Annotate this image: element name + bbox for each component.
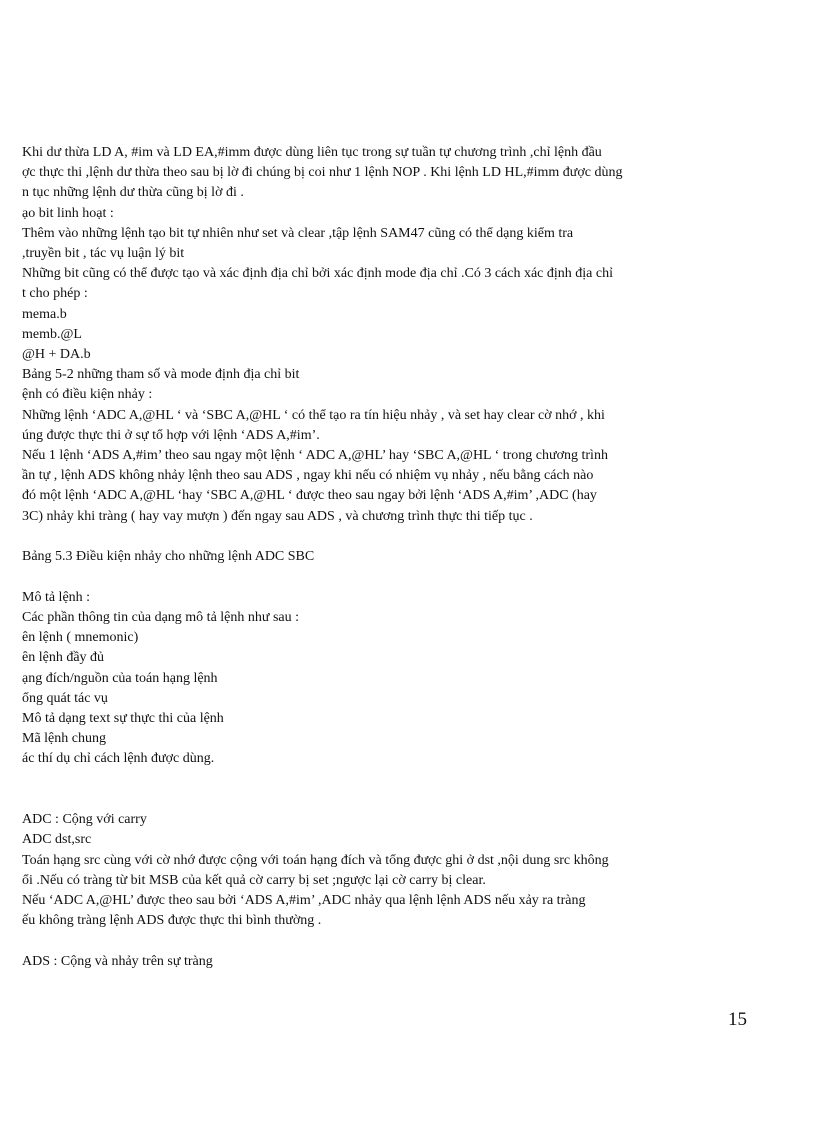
text-line: n tục những lệnh dư thừa cũng bị lờ đi . [22, 185, 244, 200]
text-line: Mã lệnh chung [22, 731, 106, 746]
text-line: úng được thực thi ở sự tổ hợp với lệnh ‘ADS A,#im’. [22, 428, 320, 443]
text-line: ổi .Nếu có tràng từ bit MSB của kết quả cờ carry bị set ;ngược lại cờ carry bị clear. [22, 873, 486, 888]
text-line: Mô tả lệnh : [22, 590, 91, 605]
table-caption: Bảng 5.3 Điều kiện nhảy cho những lệnh ADC SBC [22, 549, 315, 564]
text-line: ,truyền bit , tác vụ luận lý bit [22, 246, 185, 261]
text-line: đó một lệnh ‘ADC A,@HL ‘hay ‘SBC A,@HL ‘ được theo sau ngay bởi lệnh ‘ADS A,#im’ ,ADC (hay [22, 488, 597, 503]
text-line: ạo bit linh hoạt : [22, 206, 114, 221]
text-line: Các phần thông tin của dạng mô tả lệnh như sau : [22, 610, 300, 625]
text-line: t cho phép : [22, 286, 88, 301]
text-line: ệnh có điều kiện nhảy : [22, 387, 153, 402]
text-line: ADS : Cộng và nhảy trên sự tràng [22, 954, 213, 969]
text-line: Thêm vào những lệnh tạo bit tự nhiên như set và clear ,tập lệnh SAM47 cũng có thể dạng kiểm tra [22, 226, 574, 241]
text-line: ADC dst,src [22, 832, 92, 847]
text-line: 3C) nhảy khi tràng ( hay vay mượn ) đến ngay sau ADS , và chương trình thực thi tiếp tục . [22, 509, 533, 524]
text-line: memb.@L [22, 327, 82, 342]
text-line: ạng đích/nguồn của toán hạng lệnh [22, 671, 218, 686]
text-line: Bảng 5-2 những tham số và mode định địa chỉ bit [22, 367, 300, 382]
text-line: ADC : Cộng với carry [22, 812, 147, 827]
text-line: ên lệnh ( mnemonic) [22, 630, 139, 645]
page-number: 15 [728, 1009, 747, 1030]
text-line: mema.b [22, 307, 67, 322]
text-line: ếu không tràng lệnh ADS được thực thi bình thường . [22, 913, 322, 928]
text-line: @H + DA.b [22, 347, 91, 362]
text-line: ổng quát tác vụ [22, 691, 108, 706]
text-line: ên lệnh đầy đủ [22, 650, 105, 665]
text-line: Mô tả dạng text sự thực thi của lệnh [22, 711, 224, 726]
text-line: Nếu 1 lệnh ‘ADS A,#im’ theo sau ngay một lệnh ‘ ADC A,@HL’ hay ‘SBC A,@HL ‘ trong chương trình [22, 448, 608, 463]
text-line: Nếu ‘ADC A,@HL’ được theo sau bởi ‘ADS A,#im’ ,ADC nhảy qua lệnh lệnh ADS nếu xảy ra tràng [22, 893, 586, 908]
text-line: ác thí dụ chỉ cách lệnh được dùng. [22, 751, 215, 766]
text-line: ợc thực thi ,lệnh dư thừa theo sau bị lờ đi chúng bị coi như 1 lệnh NOP . Khi lệnh LD HL,#imm được dùng [22, 165, 623, 180]
text-line: Khi dư thừa LD A, #im và LD EA,#imm được dùng liên tục trong sự tuần tự chương trình ,chỉ lệnh đầu [22, 145, 602, 160]
text-line: Những bit cũng có thể được tạo và xác định địa chỉ bởi xác định mode địa chỉ .Có 3 cách xác định địa chỉ [22, 266, 613, 281]
text-line: Toán hạng src cùng với cờ nhớ được cộng với toán hạng đích và tổng được ghi ở dst ,nội dung src không [22, 853, 609, 868]
text-line: ần tự , lệnh ADS không nhảy lệnh theo sau ADS , ngay khi nếu có nhiệm vụ nhảy , nếu bằng cách nào [22, 468, 594, 483]
text-line: Những lệnh ‘ADC A,@HL ‘ và ‘SBC A,@HL ‘ có thể tạo ra tín hiệu nhảy , và set hay clear cờ nhớ , khi [22, 408, 605, 423]
